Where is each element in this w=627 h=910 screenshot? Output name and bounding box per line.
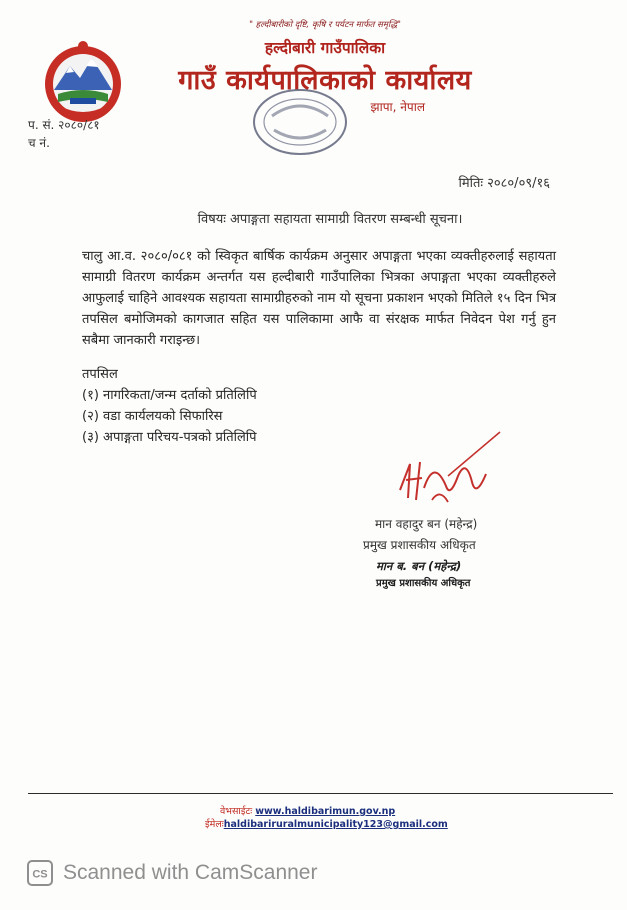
footer-website [220,804,395,817]
tapasil-item: (१) नागरिकता/जन्म दर्ताको प्रतिलिपि [82,388,257,403]
municipality-name: हल्दीबारी गाउँपालिका [264,39,386,57]
letter-date: मितिः २०८०/०९/१६ [458,176,550,191]
handwritten-signature [388,428,508,518]
scanner-watermark: Scanned with CamScanner [63,861,318,884]
email-label: ईमेलः [205,819,224,830]
footer-divider [28,793,613,794]
tapasil-heading: तपसिल [82,367,118,382]
letter-subject: विषयः अपाङ्गता सहायता सामाग्री वितरण सम्बन्धी सूचना। [197,212,463,227]
office-title: गाउँ कार्यपालिकाको कार्यालय [178,65,472,96]
signatory-name: मान वहादुर बन (महेन्द्र) [375,517,478,531]
tapasil-item: (३) अपाङ्गता परिचय-पत्रको प्रतिलिपि [82,430,257,445]
footer-email [205,817,448,830]
email-link[interactable]: haldibariruralmunicipality123@gmail.com [223,819,448,830]
signatory-title: प्रमुख प्रशासकीय अधिकृत [363,538,476,552]
signatory-stamp-title: प्रमुख प्रशासकीय अधिकृत [376,578,471,589]
camscanner-logo-icon [27,860,53,886]
nepal-emblem-icon [40,40,126,124]
svg-text:CS: CS [32,868,48,881]
reference-number: प. सं. २०८०/८१ [28,118,100,132]
tapasil-item: (२) वडा कार्यलयको सिफारिस [82,409,223,424]
letterhead-motto: " हल्दीबारीको दृष्टि, कृषि र पर्यटन मार्फत समृद्धि" [249,20,401,30]
dispatch-number: च नं. [28,136,50,150]
signatory-stamp-name: मान ब. बन (महेन्द्र) [376,559,462,573]
letter-body: चालु आ.व. २०८०/०८१ को स्विकृत बार्षिक कार्यक्रम अनुसार अपाङ्गता भएका व्यक्तीहरुलाई सहायता सामाग्री वितरण कार्यक्रम अन्तर्गत यस हल्दीबारी गाउँपालिका भित्रका अपाङ्गता भएका व्यक्तीहरुले आफुलाई चाहिने आवश्यक सहायता सामाग्रीहरुको नाम यो सूचना प्रकाशन भएको मितिले १५ दिन भित्र तपसिल बमोजिमको कागजात सहित यस पालिकामा आफै वा संरक्षक मार्फत निवेदन पेश गर्नु हुन सबैमा जानकारी गराइन्छ। [82,249,556,348]
website-label: वेभसाईटः [220,806,253,817]
office-seal-icon [250,86,350,158]
office-address: झापा, नेपाल [370,100,425,114]
website-link[interactable]: www.haldibarimun.gov.np [255,806,396,817]
